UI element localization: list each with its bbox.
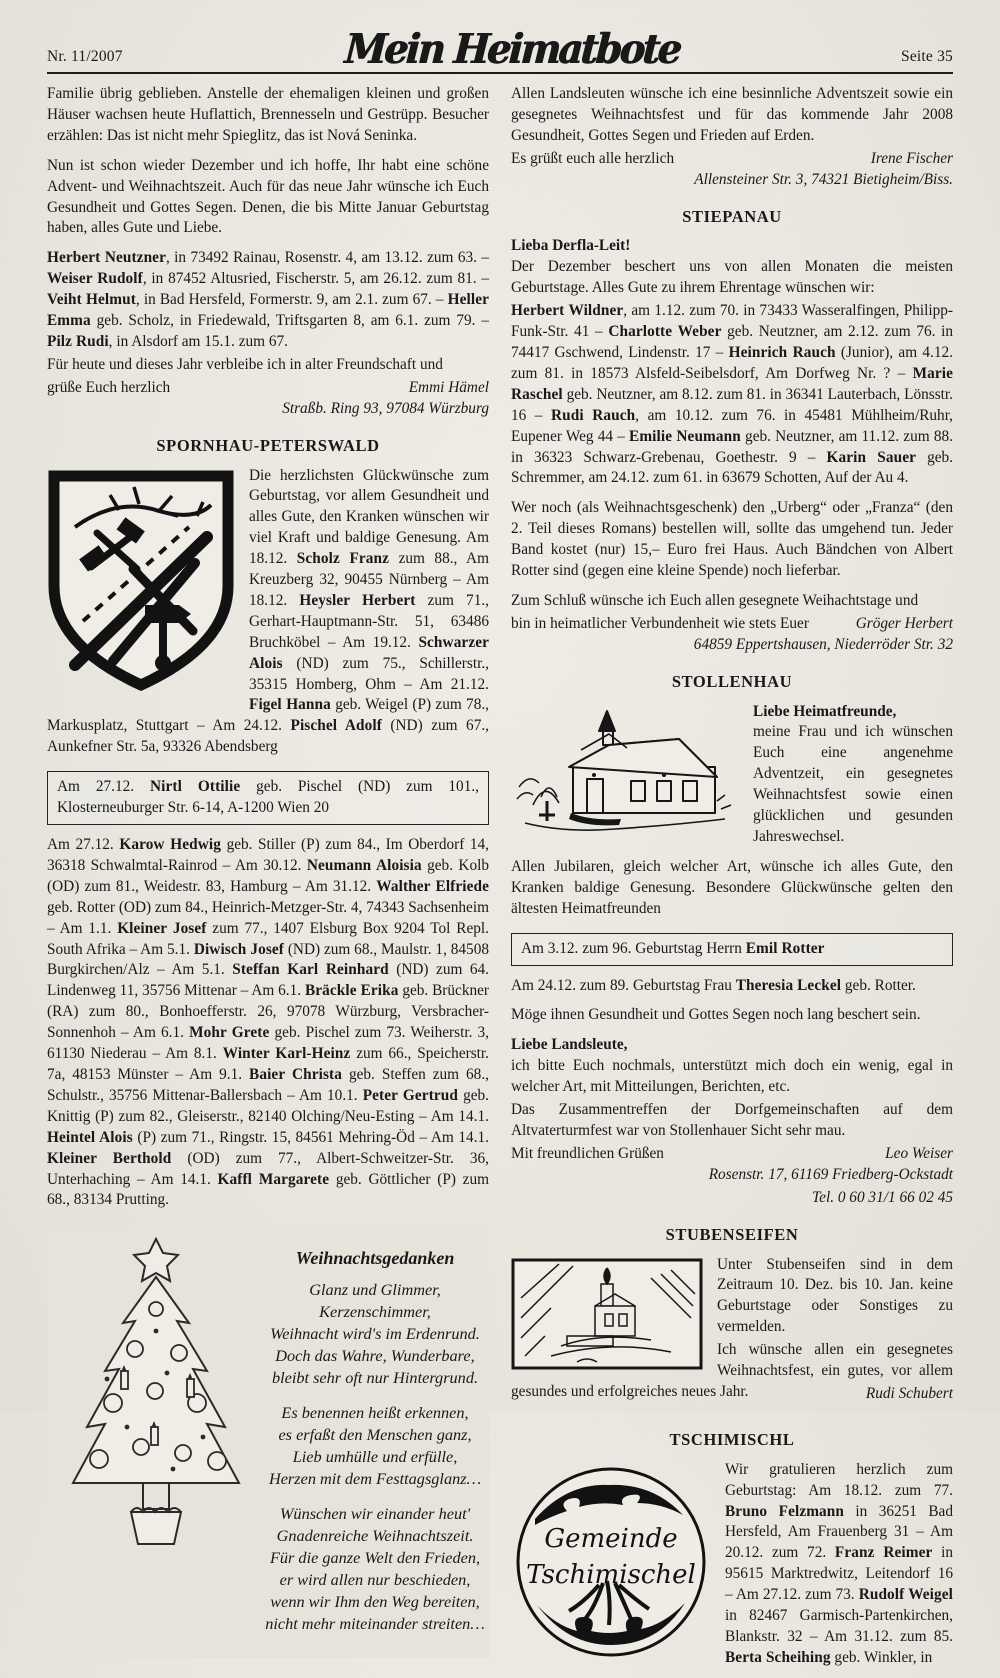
poem-title: Weihnachtsgedanken	[295, 1248, 455, 1269]
stubenseifen-para2: Ich wünsche allen ein gesegnetes Weihnachtsfest, ein gutes, vor allem gesundes und erfolgreiches neues Jahr.	[511, 1341, 953, 1400]
intro-paragraph: Allen Landsleuten wünsche ich eine besinnliche Adventszeit sowie ein gesegnetes Weihnachtsfest und für das kommende Jahr 2008 Gesundheit, Gottes Segen und Frieden auf Erden.	[511, 85, 953, 144]
stubenseifen-section	[511, 1255, 953, 1414]
leckel-line: Am 24.12. zum 89. Geburtstag Frau Theresia Leckel geb. Rotter.	[511, 976, 916, 994]
christmas-tree-image	[47, 1231, 265, 1549]
paragraph-spieglitz: Familie übrig geblieben. Anstelle der ehemaligen kleinen und großen Häuser wachsen heute Huflattich, Brennesseln und Gestrüpp. Besucher erzählen: Das ist nicht mehr Spieglitz, das ist Nová Seninka.	[47, 85, 489, 144]
signature-name: Emmi Hämel	[408, 378, 489, 396]
closing-text: bin in heimatlicher Verbundenheit wie stets Euer	[511, 614, 809, 632]
signature-phone: Tel. 0 60 31/1 66 02 45	[812, 1188, 953, 1206]
signature-address: Allensteiner Str. 3, 74321 Bietigheim/Biss.	[694, 170, 953, 188]
signature-address: Straßb. Ring 93, 97084 Würzburg	[282, 399, 489, 417]
svg-text:Tschimischel: Tschimischel	[526, 1559, 696, 1590]
columns	[47, 84, 953, 1678]
stollenhau-jubilare: Allen Jubilaren, gleich welcher Art, wünsche ich alles Gute, den Kranken baldige Genesung. Besondere Glückwünsche gelten den ältesten Heimatfreunden	[511, 857, 953, 917]
poem-panel	[47, 1225, 489, 1658]
signature-row	[511, 614, 953, 635]
church-sketch-image	[511, 705, 739, 837]
tschimischl-body: Wir gratulieren herzlich zum Geburtstag: Am 18.12. zum 77. Bruno Felzmann in 36251 Bad Hersfeld, Am Frauenberg 31 – Am 20.12. zum 72. Franz Reimer in 95615 Marktredwitz, Leitendorf 16 – Am 27.12. zum 73. Rudolf Weigel in 82467 Garmisch-Partenkirchen, Blankstr. 32 – Am 31.12. zum 85. Berta Scheihing geb. Winkler, in	[725, 1460, 953, 1666]
framed-church-sketch-image	[511, 1258, 703, 1370]
left-column	[47, 84, 489, 1678]
poem-stanza: Wünschen wir einander heut' Gnadenreiche Weihnachtszeit. Für die ganze Welt den Frieden, er wird allen nur beschieden, wenn wir Ihm den Weg bereiten, nicht mehr miteinander streiten…	[265, 1504, 485, 1634]
section-heading-stubenseifen: STUBENSEIFEN	[665, 1224, 799, 1244]
rotter-box: Am 3.12. zum 96. Geburtstag Herrn Emil Rotter	[511, 933, 953, 966]
tschimischl-section	[511, 1460, 953, 1678]
signature-name: Leo Weiser	[885, 1144, 953, 1162]
gemeinde-tschimischel-stamp	[511, 1463, 711, 1661]
closing-text: grüße Euch herzlich	[47, 378, 171, 396]
closing-text: Es grüßt euch alle herzlich	[511, 149, 675, 167]
stiepanau-salute: Lieba Derfla-Leit!	[511, 237, 631, 255]
page-header	[47, 20, 953, 74]
signature-name: Rudi Schubert	[865, 1384, 953, 1402]
section-heading-stiepanau: STIEPANAU	[682, 206, 782, 226]
nirtl-box: Am 27.12. Nirtl Ottilie geb. Pischel (ND) zum 101., Klosterneuburger Str. 6-14, A-1200 Wien 20	[47, 771, 489, 825]
stollenhau-section	[511, 702, 953, 929]
landsleute-paragraph2: Das Zusammentreffen der Dorfgemeinschaften auf dem Altvaterturmfest war von Stollenhauer Sicht sehr mau.	[511, 1101, 953, 1139]
landsleute-paragraph: ich bitte Euch nochmals, unterstützt mich doch ein wenig, egal in welcher Art, mit Mitteilungen, Berichten, etc.	[511, 1057, 953, 1096]
stollenhau-salute: Liebe Heimatfreunde,	[753, 702, 897, 720]
spornhau-body: Die herzlichsten Glückwünsche zum Geburtstag, vor allem Gesundheit und alles Gute, den Kranken wünschen wir viel Kraft und baldige Genesung. Am 18.12. Scholz Franz zum 88., Am Kreuzberg 32, 90455 Nürnberg – Am 18.12. Heysler Herbert zum 71., Gerhart-Hauptmann-Str. 51, 63486 Bruchköbel – Am 19.12. Schwarzer Alois (ND) zum 75., Schillerstr., 35315 Homberg, Ohm – Am 21.12. Figel Hanna geb. Weigel (P) zum 78., Markusplatz, Stuttgart – Am 24.12. Pischel Adolf (ND) zum 67., Aunkefner Str. 5a, 93326 Abendsberg	[47, 466, 489, 756]
issue-number: Nr. 11/2007	[47, 48, 123, 65]
section-heading-stollenhau: STOLLENHAU	[671, 671, 793, 691]
signature-address: 64859 Eppertshausen, Niederröder Str. 32	[693, 635, 953, 653]
masthead-logo: Mein Heimatbote	[343, 24, 681, 73]
right-column	[511, 84, 953, 1678]
landsleute-salute: Liebe Landsleute,	[511, 1036, 628, 1054]
coat-of-arms-image	[47, 469, 235, 693]
signature-name: Gröger Herbert	[855, 614, 953, 632]
page-number: Seite 35	[901, 48, 953, 65]
closing-text: Mit freundlichen Grüßen	[511, 1144, 664, 1162]
stiepanau-list: Herbert Wildner, am 1.12. zum 70. in 73433 Wasseralfingen, Philipp-Funk-Str. 41 – Charlotte Weber geb. Neutzner, am 2.12. zum 76. in 74417 Gschwend, Lindenstr. 17 – Heinrich Rauch (Junior), am 4.12. zum 81. in 18573 Alsfeld-Seibelsdorf, Am Dorfweg Nr. ? – Marie Raschel geb. Neutzner, am 8.12. zum 81. in 36341 Lauterbach, Lönsstr. 16 – Rudi Rauch, am 10.12. zum 76. in 45481 Mühlheim/Ruhr, Eupener Weg 44 – Emilie Neumann geb. Neutzner, am 11.12. zum 88. in 36323 Schwarz-Grebenau, Goethestr. 9 – Karin Sauer geb. Schremmer, am 24.12. zum 61. in 63679 Schotten, Auf der Au 4.	[511, 302, 954, 487]
signature-row	[47, 378, 489, 399]
poem-stanza: Glanz und Glimmer, Kerzenschimmer, Weihnacht wird's im Erdenrund. Doch das Wahre, Wunderbare, bleibt sehr oft nur Hintergrund.	[270, 1280, 480, 1388]
poem-stanza: Es benennen heißt erkennen, es erfaßt den Menschen ganz, Lieb umhülle und erfülle, Herzen mit dem Festtagsglanz…	[268, 1403, 482, 1489]
poem-text	[265, 1231, 485, 1648]
section-heading-spornhau: SPORNHAU-PETERSWALD	[156, 435, 380, 455]
section-heading-tschimischl: TSCHIMISCHL	[669, 1429, 795, 1449]
spornhau-section	[47, 466, 489, 768]
urberg-paragraph: Wer noch (als Weihnachtsgeschenk) den „Urberg“ oder „Franza“ (den 2. Teil dieses Romans) bestellen will, sollte das umgehend tun. Jeder Band kostet (nur) 15,– Euro frei Haus. Auch Bändchen von Albert Rotter sind (gegen eine kleine Spende) noch lieferbar.	[511, 499, 953, 580]
closing-line: Zum Schluß wünsche ich Euch allen gesegnete Weihachtstage und	[511, 591, 919, 609]
svg-text:Gemeinde: Gemeinde	[544, 1523, 678, 1554]
signature-row	[511, 149, 953, 170]
stiepanau-intro: Der Dezember beschert uns von allen Monaten die meisten Geburtstage. Alles Gute zu ihrem Ehrentage wünschen wir:	[511, 258, 953, 297]
signature-row	[511, 1144, 953, 1165]
paragraph-dezember: Nun ist schon wieder Dezember und ich hoffe, Ihr habt eine schöne Advent- und Weihnachtszeit. Auch für das neue Jahr wünsche ich Euch Gesundheit und Gottes Segen. Denen, die bis Mitte Januar Geburtstag haben, alles Gute und Liebe.	[47, 156, 489, 237]
wish-line: Möge ihnen Gesundheit und Gottes Segen noch lang beschert sein.	[511, 1006, 921, 1024]
signature-name: Irene Fischer	[870, 149, 953, 167]
january-list: Am 27.12. Karow Hedwig geb. Stiller (P) zum 84., Im Oberdorf 14, 36318 Schwalmtal-Rainrod – Am 30.12. Neumann Aloisia geb. Kolb (OD) zum 81., Weidestr. 83, Hamburg – Am 31.12. Walther Elfriede geb. Rotter (OD) zum 84., Heinrich-Metzger-Str. 4, 74343 Sachsenheim – Am 1.1. Kleiner Josef zum 77., 1407 Elsburg Box 9204 Tol Repl. South Afrika – Am 5.1. Diwisch Josef (ND) zum 68., Maulstr. 1, 84508 Burgkirchen/Alz – Am 5.1. Steffan Karl Reinhard (ND) zum 64. Lindenweg 11, 35756 Mittenar – Am 6.1. Bräckle Erika geb. Brückner (RA) zum 80., Bonhoefferstr. 26, 97078 Würzburg, Versbracher-Sonnenhoh – Am 6.1. Mohr Grete geb. Pischel zum 73. Weiherstr. 3, 61130 Niederau – Am 8.1. Winter Karl-Heinz zum 66., Speicherstr. 7a, 48153 Münster – Am 9.1. Baier Christa geb. Steffen zum 68., Schulstr., 35756 Mittenar-Ballersbach – Am 10.1. Peter Gertrud geb. Knittig (P) zum 82., Gleiserstr., 82140 Olching/Neu-Esting – Am 14.1. Heintel Alois (P) zum 71., Ringstr. 15, 84561 Mehring-Öd – Am 14.1. Kleiner Berthold (OD) zum 77., Albert-Schweitzer-Str. 36, Unterhaching – Am 14.1. Kaffl Margarete geb. Göttlicher (P) zum 68., 83134 Prutting.	[47, 836, 490, 1209]
birthday-list: Herbert Neutzner, in 73492 Rainau, Rosenstr. 4, am 13.12. zum 63. – Weiser Rudolf, in 87452 Altusried, Fischerstr. 5, am 26.12. zum 81. – Veiht Helmut, in Bad Hersfeld, Formerstr. 9, am 2.1. zum 67. – Heller Emma geb. Scholz, in Friedewald, Triftsgarten 8, am 6.1. zum 79. – Pilz Rudi, in Alsdorf am 15.1. zum 67.	[47, 249, 489, 350]
stollenhau-body: meine Frau und ich wünschen Euch eine angenehme Adventzeit, ein gesegnetes Weihnachtsfest sowie einen glücklichen und gesunden Jahreswechsel.	[753, 723, 953, 845]
closing-line: Für heute und dieses Jahr verbleibe ich in alter Freundschaft und	[47, 355, 443, 373]
signature-address: Rosenstr. 17, 61169 Friedberg-Ockstadt	[708, 1165, 953, 1183]
stubenseifen-para1: Unter Stubenseifen sind in dem Zeitraum 10. Dez. bis 10. Jan. keine Geburtstage oder Sonstiges zu vermelden.	[717, 1255, 953, 1336]
